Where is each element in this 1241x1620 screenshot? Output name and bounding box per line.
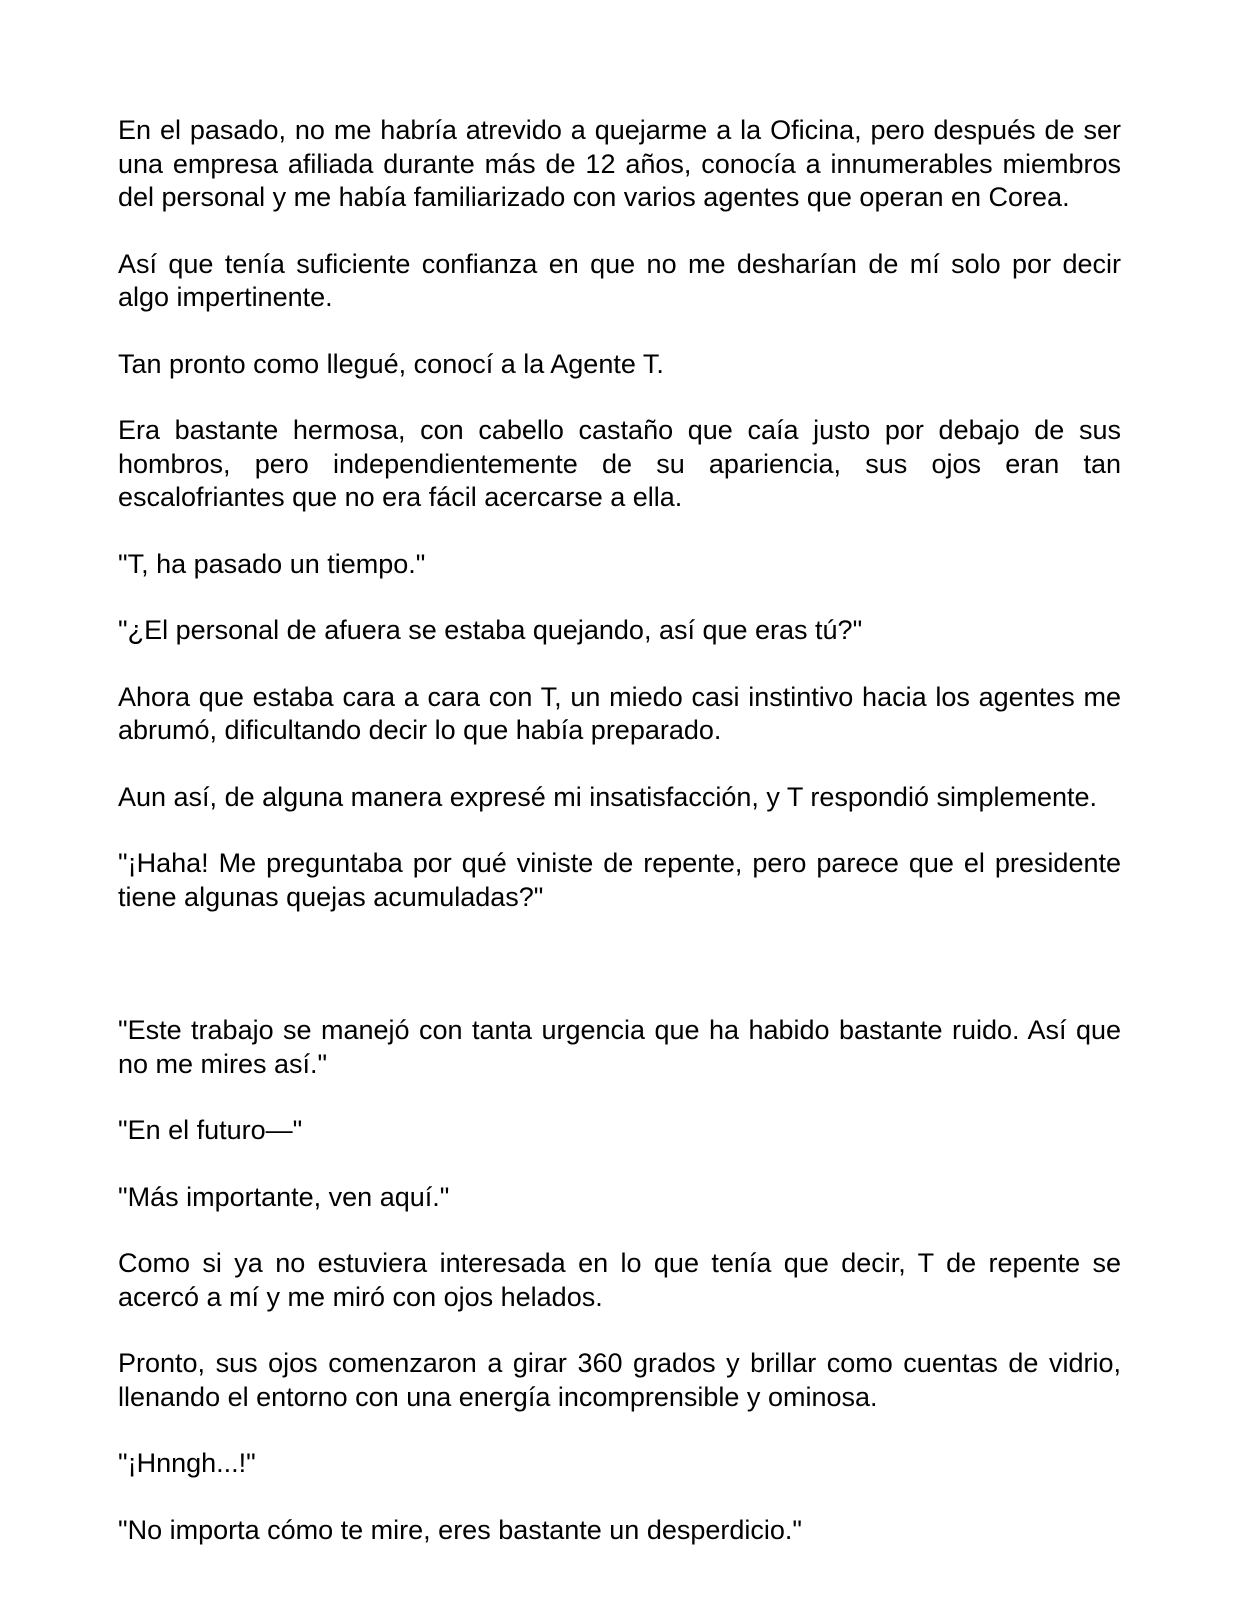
dialogue-line: "¿El personal de afuera se estaba quejando, así que eras tú?": [118, 615, 863, 645]
document-body: [118, 114, 1121, 1580]
paragraph: Pronto, sus ojos comenzaron a girar 360 grados y brillar como cuentas de vidrio, llenando el entorno con una energía incomprensible y ominosa.: [118, 1348, 1121, 1412]
paragraph: Así que tenía suficiente confianza en que no me desharían de mí solo por decir algo impertinente.: [118, 248, 1121, 312]
dialogue-line: "En el futuro—": [118, 1115, 303, 1145]
paragraph: Tan pronto como llegué, conocí a la Agente T.: [118, 348, 664, 379]
dialogue-line: "¡Hnngh...!": [118, 1448, 256, 1478]
section-break: [118, 947, 1121, 1014]
paragraph: Ahora que estaba cara a cara con T, un miedo casi instintivo hacia los agentes me abrumó, dificultando decir lo que había preparado.: [118, 681, 1121, 745]
paragraph: Era bastante hermosa, con cabello castaño que caía justo por debajo de sus hombros, pero independientemente de su apariencia, sus ojos eran tan escalofriantes que no era fácil acercarse a ella.: [118, 415, 1121, 512]
dialogue-line: "Más importante, ven aquí.": [118, 1181, 450, 1212]
dialogue-line: "Este trabajo se manejó con tanta urgencia que ha habido bastante ruido. Así que no me mires así.": [118, 1015, 1121, 1079]
dialogue-line: "No importa cómo te mire, eres bastante un desperdicio.": [118, 1514, 802, 1545]
paragraph: En el pasado, no me habría atrevido a quejarme a la Oficina, pero después de ser una empresa afiliada durante más de 12 años, conocía a innumerables miembros del personal y me había familiarizado con varios agentes que operan en Corea.: [118, 115, 1121, 212]
paragraph: Aun así, de alguna manera expresé mi insatisfacción, y T respondió simplemente.: [118, 781, 1098, 812]
paragraph: Como si ya no estuviera interesada en lo que tenía que decir, T de repente se acercó a mí y me miró con ojos helados.: [118, 1248, 1121, 1312]
dialogue-line: "¡Haha! Me preguntaba por qué viniste de repente, pero parece que el presidente tiene algunas quejas acumuladas?": [118, 848, 1121, 912]
dialogue-line: "T, ha pasado un tiempo.": [118, 548, 426, 579]
